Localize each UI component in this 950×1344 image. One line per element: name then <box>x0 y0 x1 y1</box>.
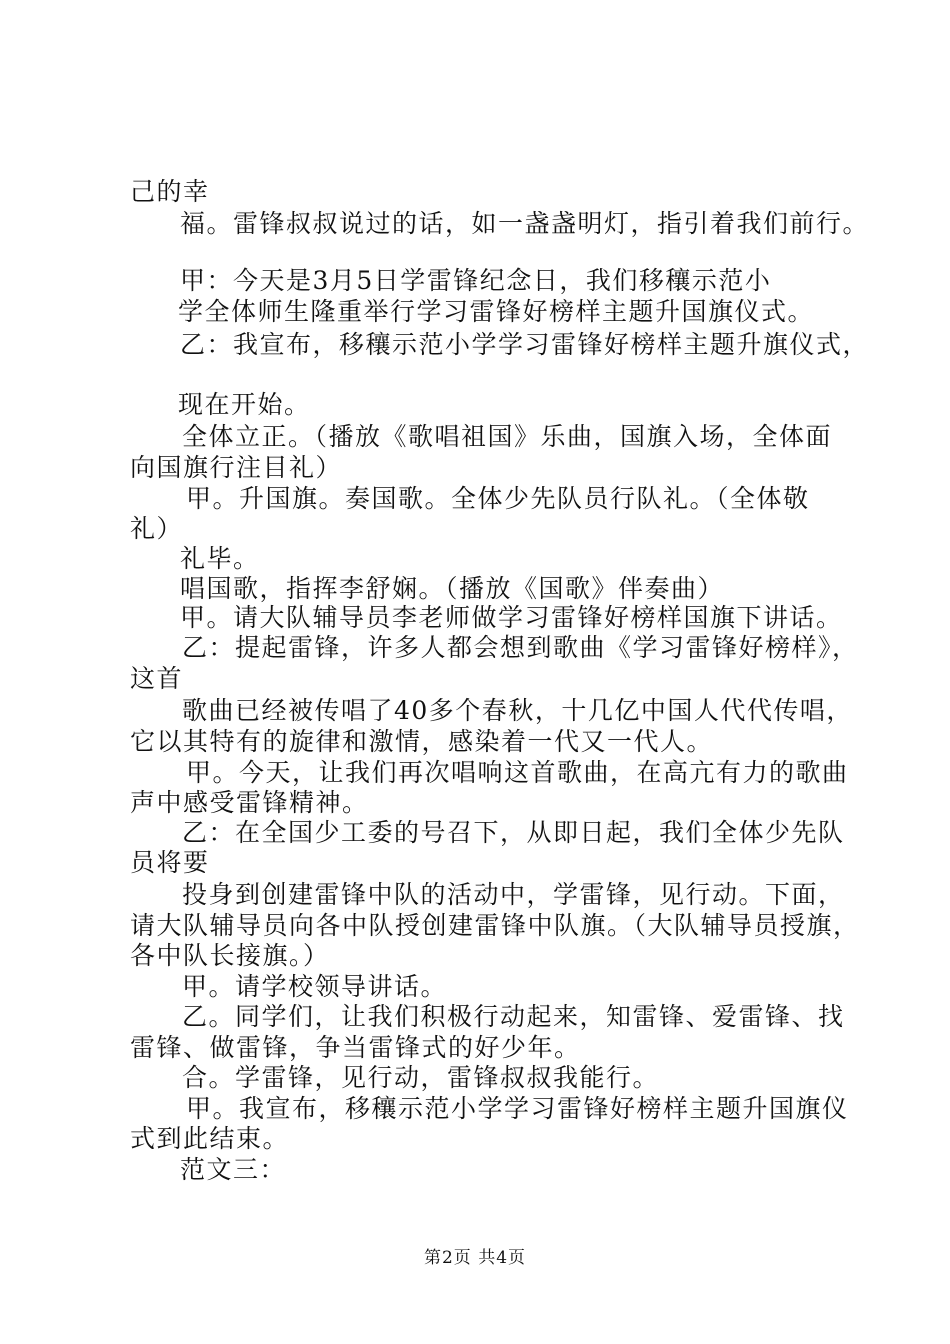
text-line: 唱国歌，指挥李舒娴。（播放《国歌》伴奏曲） <box>180 574 725 603</box>
text-line: 礼） <box>130 514 184 543</box>
text-line: 学全体师生隆重举行学习雷锋好榜样主题升国旗仪式。 <box>178 297 815 326</box>
text-line: 甲。我宣布，移穰示范小学学习雷锋好榜样主题升国旗仪 <box>186 1094 849 1123</box>
text-line: 向国旗行注目礼） <box>130 453 343 482</box>
text-line: 乙。同学们，让我们积极行动起来，知雷锋、爱雷锋、找 <box>182 1002 845 1031</box>
text-line: 甲。今天，让我们再次唱响这首歌曲，在高亢有力的歌曲 <box>186 758 849 787</box>
page-footer: 第2页 共4页 <box>423 1248 527 1268</box>
text-line: 式到此结束。 <box>130 1124 290 1153</box>
text-line: 乙：提起雷锋，许多人都会想到歌曲《学习雷锋好榜样》， <box>182 633 859 662</box>
text-line: 范文三： <box>180 1155 287 1184</box>
text-line: 乙：在全国少工委的号召下，从即日起，我们全体少先队 <box>182 818 845 847</box>
text-line: 投身到创建雷锋中队的活动中，学雷锋，见行动。下面， <box>182 880 845 909</box>
text-line: 请大队辅导员向各中队授创建雷锋中队旗。（大队辅导员授旗， <box>130 911 860 940</box>
text-line: 各中队长接旗。） <box>130 941 330 970</box>
text-line: 它以其特有的旋律和激情，感染着一代又一代人。 <box>130 727 714 756</box>
text-line: 甲。请大队辅导员李老师做学习雷锋好榜样国旗下讲话。 <box>180 603 843 632</box>
text-line: 歌曲已经被传唱了40多个春秋，十几亿中国人代代传唱， <box>182 696 853 725</box>
text-line: 现在开始。 <box>178 390 311 419</box>
text-line: 乙：我宣布，移穰示范小学学习雷锋好榜样主题升旗仪式， <box>180 330 870 359</box>
text-line: 雷锋、做雷锋，争当雷锋式的好少年。 <box>130 1033 581 1062</box>
text-line: 福。雷锋叔叔说过的话，如一盏盏明灯，指引着我们前行。 <box>180 209 870 238</box>
text-line: 这首 <box>130 664 184 693</box>
text-line: 甲。请学校领导讲话。 <box>182 972 448 1001</box>
text-line: 礼毕。 <box>180 544 260 573</box>
text-line: 甲。升国旗。奏国歌。全体少先队员行队礼。（全体敬 <box>186 484 810 513</box>
text-line: 员将要 <box>130 848 210 877</box>
text-line: 全体立正。（播放《歌唱祖国》乐曲，国旗入场，全体面 <box>182 422 833 451</box>
text-line: 甲：今天是3月5日学雷锋纪念日，我们移穰示范小 <box>180 266 772 295</box>
text-line: 合。学雷锋，见行动，雷锋叔叔我能行。 <box>182 1063 660 1092</box>
text-line: 己的幸 <box>130 177 210 206</box>
text-line: 声中感受雷锋精神。 <box>130 788 369 817</box>
